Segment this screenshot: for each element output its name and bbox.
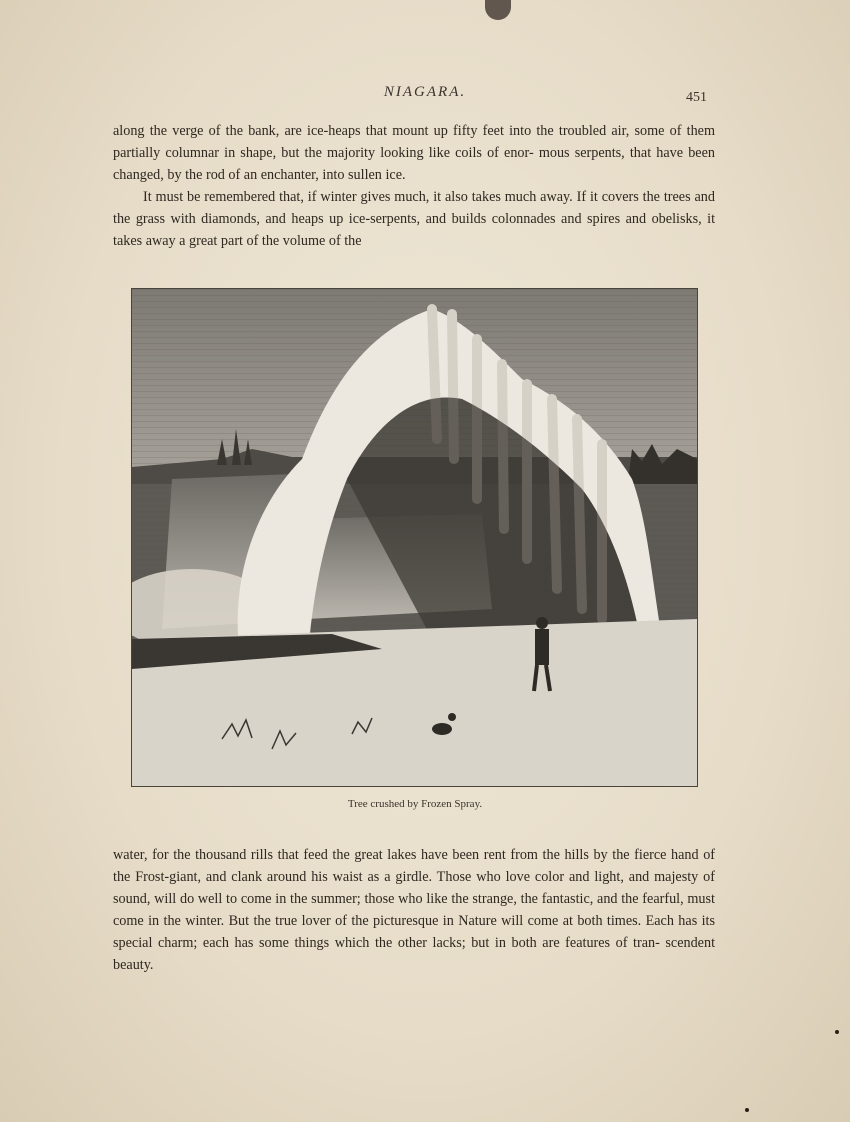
text-line: scendent beauty. (113, 935, 716, 973)
paragraph-continued (113, 120, 715, 186)
body-text-top (113, 120, 715, 252)
paper-speck (835, 1030, 839, 1034)
running-head: NIAGARA. (383, 84, 467, 100)
paragraph-continued (113, 844, 715, 976)
engraving-artwork (132, 289, 697, 786)
page-number: 451 (686, 90, 707, 105)
engraving-illustration (131, 288, 698, 787)
text-line: covers the trees and the grass with diamonds, and heaps up ice-serpents, and builds (113, 189, 715, 227)
text-line: love color and light, and majesty of sound, will do well to come in the summer; those (113, 869, 715, 907)
text-line: true lover of the picturesque in Nature will come at both times. Each has its special (113, 913, 715, 951)
text-line: mous serpents, that have been changed, by the rod of an enchanter, into sullen ice. (113, 145, 715, 183)
illustration-caption: Tree crushed by Frozen Spray. (347, 798, 483, 810)
text-line: water, for the thousand rills that feed the great lakes have been rent from the hills by (113, 847, 613, 863)
paper-speck (745, 1108, 749, 1112)
body-text-bottom (113, 844, 715, 976)
text-line: It must be remembered that, if winter gives much, it also takes much away. If it (143, 189, 602, 205)
text-line: along the verge of the bank, are ice-heaps that mount up fifty feet into the troubled air, (113, 123, 635, 139)
text-line: some of them partially columnar in shape, but the majority looking like coils of enor- (113, 123, 715, 161)
punch-hole (485, 0, 511, 20)
text-line: who like the strange, the fantastic, and the fearful, must come in the winter. But the (113, 891, 715, 929)
paragraph (113, 186, 715, 252)
text-line: charm; each has some things which the other lacks; but in both are features of tran- (157, 935, 666, 951)
text-line: the fierce hand of the Frost-giant, and clank around his waist as a girdle. Those who (113, 847, 716, 885)
text-line: colonnades and spires and obelisks, it takes away a great part of the volume of the (113, 211, 716, 249)
